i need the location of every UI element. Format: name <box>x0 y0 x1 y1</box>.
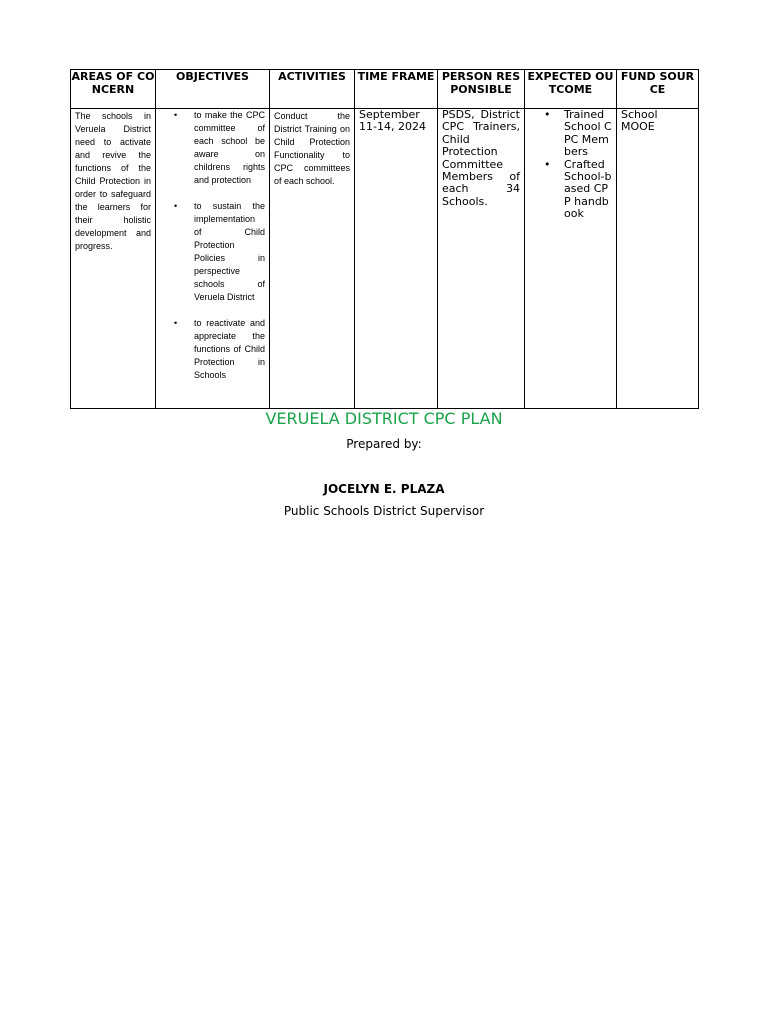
signatory-name: JOCELYN E. PLAZA <box>323 482 445 496</box>
objective-text: to make the CPC committee of each school be aware on childrens rights and protection <box>194 110 265 185</box>
plan-title: VERUELA DISTRICT CPC PLAN <box>265 409 503 428</box>
person-responsible-text: PSDS, District CPC Trainers, Child Protection Committee Members of each 34 Schools. <box>442 108 520 208</box>
cell-fund-source <box>617 109 699 409</box>
header-expected-outcome: EXPECTED OUTCOME <box>525 70 617 109</box>
bullet-icon: • <box>174 201 178 211</box>
header-activities: ACTIVITIES <box>270 70 355 109</box>
prepared-by-label: Prepared by: <box>346 437 422 451</box>
cell-areas-of-concern <box>71 109 156 409</box>
cell-activities <box>270 109 355 409</box>
activities-text: Conduct the District Training on Child Protection Functionality to CPC committees of each school. <box>274 111 350 186</box>
header-time-frame: TIME FRAME <box>355 70 438 109</box>
header-fund-source: FUND SOURCE <box>617 70 699 109</box>
signatory-position: Public Schools District Supervisor <box>283 504 485 518</box>
cell-person-responsible <box>438 109 525 409</box>
outcome-item <box>544 157 612 221</box>
table-header-row <box>71 70 699 109</box>
time-frame-text: September 11-14, 2024 <box>359 108 426 134</box>
objectives-list <box>156 109 269 382</box>
cell-time-frame <box>355 109 438 409</box>
fund-source-text: School MOOE <box>621 108 658 134</box>
areas-of-concern-text: The schools in Veruela District need to activate and revive the functions of the Child Protection in order to safeguard the learners for their holistic development and progress. <box>75 111 151 251</box>
objective-item <box>174 317 265 382</box>
objective-text: to sustain the implementation of Child Protection Policies in perspective schools of Veruela District <box>194 201 265 302</box>
outcome-item <box>544 108 612 159</box>
cell-objectives <box>156 109 270 409</box>
cpc-plan-table <box>70 69 699 409</box>
header-person-responsible: PERSON RESPONSIBLE <box>438 70 525 109</box>
objective-text: to reactivate and appreciate the functions of Child Protection in Schools <box>194 318 265 380</box>
cell-expected-outcome <box>525 109 617 409</box>
header-objectives: OBJECTIVES <box>156 70 270 109</box>
expected-outcome-list <box>525 109 616 221</box>
objective-item <box>174 200 265 304</box>
outcome-text: Trained School CPC Members <box>564 108 612 159</box>
bullet-icon: • <box>174 110 178 120</box>
table-row <box>71 109 699 409</box>
bullet-icon: • <box>544 108 551 121</box>
header-areas-of-concern: AREAS OF CONCERN <box>71 70 156 109</box>
objective-item <box>174 109 265 187</box>
outcome-text: Crafted School-based CPP handbook <box>564 157 612 221</box>
bullet-icon: • <box>544 157 551 171</box>
bullet-icon: • <box>174 318 178 328</box>
